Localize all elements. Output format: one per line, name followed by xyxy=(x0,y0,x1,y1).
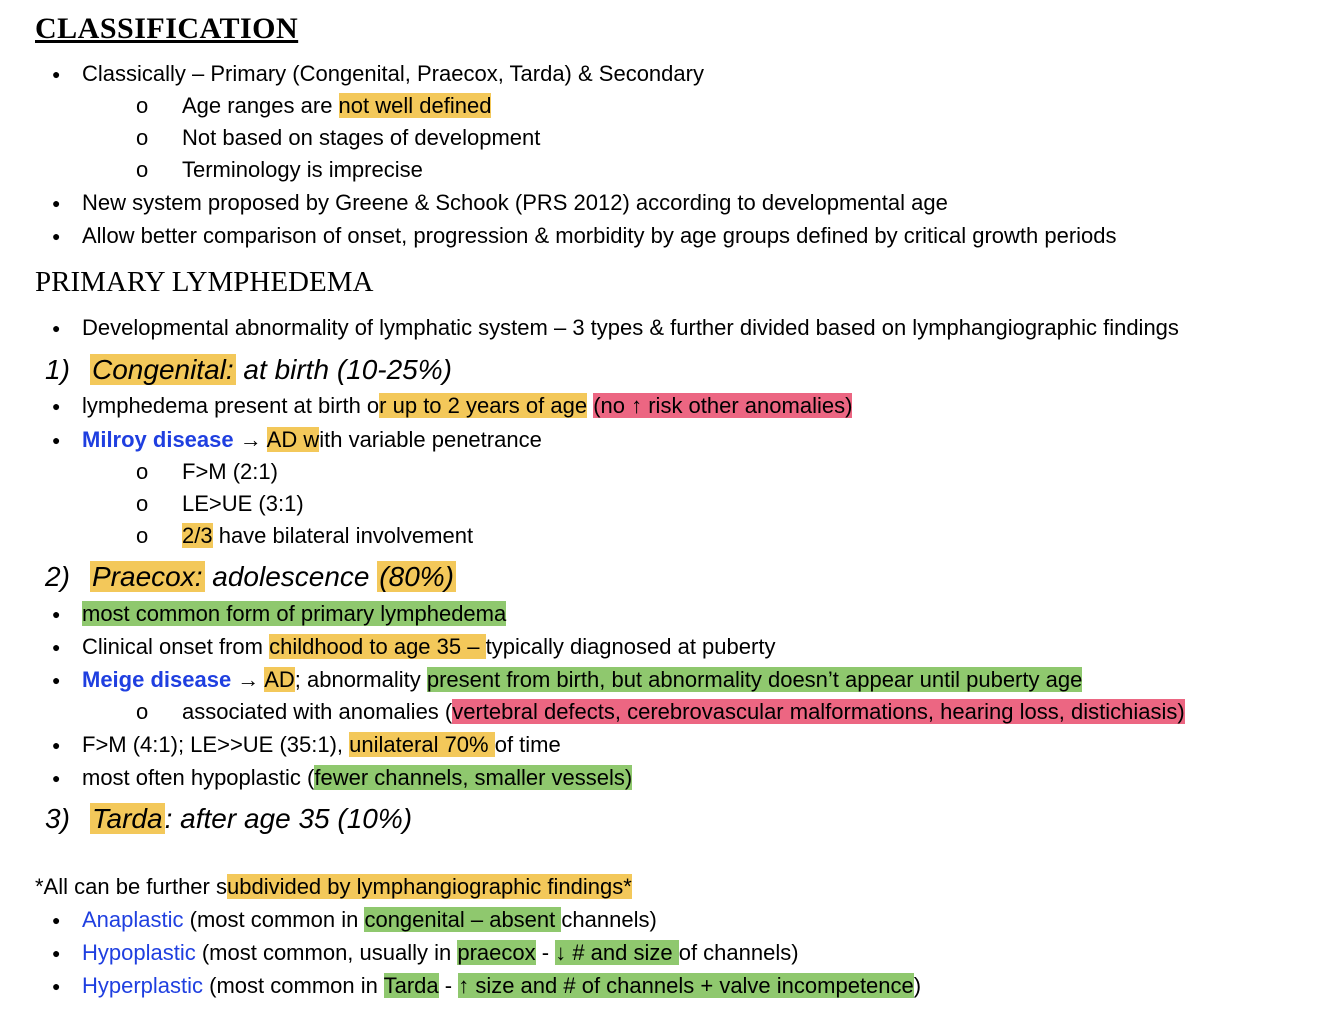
lymphangiographic-note: *All can be further subdivided by lymphangiographic findings* xyxy=(35,874,632,899)
circle-bullet-icon: o xyxy=(136,699,149,724)
hypoplastic-line: Hypoplastic (most common, usually in praecox - ↓ # and size of channels) xyxy=(82,940,799,965)
circle-bullet-icon: o xyxy=(136,459,149,484)
bullet-icon: ● xyxy=(52,770,61,786)
classification-sub-3: Terminology is imprecise xyxy=(182,157,423,182)
bullet-icon: ● xyxy=(52,432,61,448)
bullet-icon: ● xyxy=(52,912,61,928)
anaplastic-line: Anaplastic (most common in congenital – absent channels) xyxy=(82,907,657,932)
classification-bullet-3: Allow better comparison of onset, progression & morbidity by age groups defined by critical growth periods xyxy=(82,223,1117,248)
congenital-sub-3: 2/3 have bilateral involvement xyxy=(182,523,474,548)
type-number-2: 2) xyxy=(45,561,70,592)
bullet-icon: ● xyxy=(52,228,61,244)
section-title-primary: PRIMARY LYMPHEDEMA xyxy=(35,266,374,298)
hyperplastic-line: Hyperplastic (most common in Tarda - ↑ size and # of channels + valve incompetence) xyxy=(82,973,922,998)
praecox-line-5: most often hypoplastic (fewer channels, smaller vessels) xyxy=(82,765,633,790)
praecox-line-1: most common form of primary lymphedema xyxy=(82,601,507,626)
classification-sub-2: Not based on stages of development xyxy=(182,125,541,150)
classification-bullet-1: Classically – Primary (Congenital, Praecox, Tarda) & Secondary xyxy=(82,61,704,86)
congenital-line-1: lymphedema present at birth or up to 2 years of age (no ↑ risk other anomalies) xyxy=(82,393,853,418)
circle-bullet-icon: o xyxy=(136,491,149,516)
praecox-line-meige: Meige disease → AD; abnormality present from birth, but abnormality doesn’t appear until puberty age xyxy=(82,667,1083,692)
bullet-icon: ● xyxy=(52,737,61,753)
type-heading-praecox: Praecox: adolescence (80%) xyxy=(92,561,454,592)
meige-disease-label: Meige disease xyxy=(82,667,232,692)
hypoplastic-label: Hypoplastic xyxy=(82,940,196,965)
bullet-icon: ● xyxy=(52,66,61,82)
type-heading-congenital: Congenital: at birth (10-25%) xyxy=(92,354,452,385)
bullet-icon: ● xyxy=(52,639,61,655)
highlight-not-well-defined: not well defined xyxy=(338,93,492,118)
bullet-icon: ● xyxy=(52,606,61,622)
section-title-classification: CLASSIFICATION xyxy=(35,12,299,45)
congenital-line-milroy: Milroy disease → AD with variable penetrance xyxy=(82,427,542,452)
type-number-1: 1) xyxy=(45,354,70,385)
praecox-sub-1: associated with anomalies (vertebral defects, cerebrovascular malformations, hearing loss, distichiasis) xyxy=(182,699,1185,724)
bullet-icon: ● xyxy=(52,945,61,961)
hyperplastic-label: Hyperplastic xyxy=(82,973,204,998)
type-number-3: 3) xyxy=(45,803,70,834)
congenital-sub-2: LE>UE (3:1) xyxy=(182,491,304,516)
circle-bullet-icon: o xyxy=(136,125,149,150)
praecox-line-4: F>M (4:1); LE>>UE (35:1), unilateral 70% of time xyxy=(82,732,561,757)
bullet-icon: ● xyxy=(52,672,61,688)
circle-bullet-icon: o xyxy=(136,157,149,182)
bullet-icon: ● xyxy=(52,195,61,211)
anaplastic-label: Anaplastic xyxy=(82,907,184,932)
bullet-icon: ● xyxy=(52,398,61,414)
praecox-line-2: Clinical onset from childhood to age 35 – typically diagnosed at puberty xyxy=(82,634,776,659)
primary-bullet-1: Developmental abnormality of lymphatic system – 3 types & further divided based on lymphangiographic findings xyxy=(82,315,1179,340)
bullet-icon: ● xyxy=(52,978,61,994)
milroy-disease-label: Milroy disease xyxy=(82,427,234,452)
classification-sub-1: Age ranges are not well defined xyxy=(182,93,492,118)
type-heading-tarda: Tarda: after age 35 (10%) xyxy=(92,803,413,834)
congenital-sub-1: F>M (2:1) xyxy=(182,459,278,484)
circle-bullet-icon: o xyxy=(136,523,149,548)
circle-bullet-icon: o xyxy=(136,93,149,118)
bullet-icon: ● xyxy=(52,320,61,336)
classification-bullet-2: New system proposed by Greene & Schook (PRS 2012) according to developmental age xyxy=(82,190,948,215)
